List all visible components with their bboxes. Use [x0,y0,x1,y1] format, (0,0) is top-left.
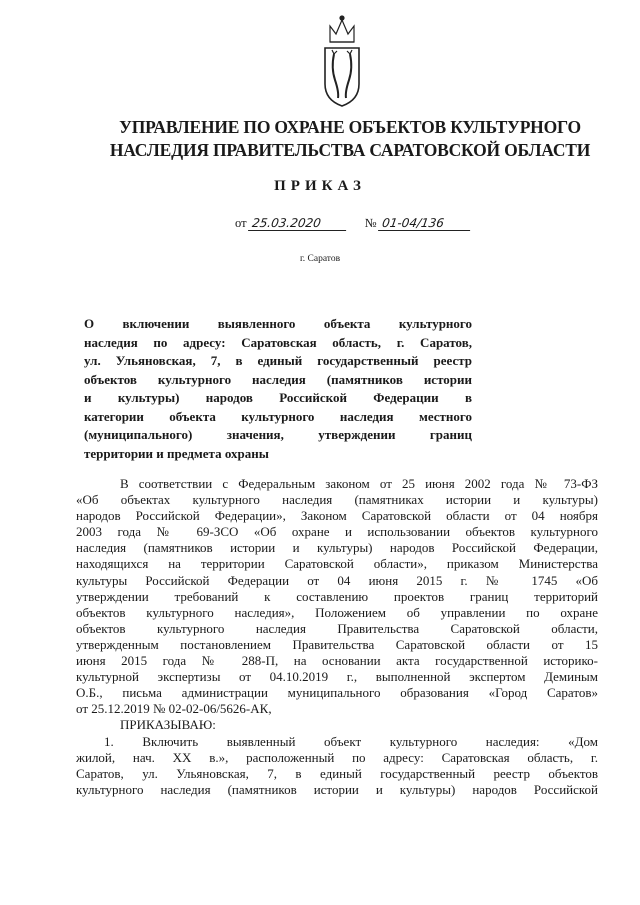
order-subject [84,315,472,463]
agency-header-line-2: НАСЛЕДИЯ ПРАВИТЕЛЬСТВА САРАТОВСКОЙ ОБЛАСТИ [109,140,591,160]
subject-line: ул. Ульяновская, 7, в единый государственный реестр [84,353,472,368]
body-line: культуры Российской Федерации от 04 июня 2015 г. № 1745 «Об [76,572,598,588]
body-line: утвержденным постановлением Правительства Саратовской области от 15 [76,636,598,652]
subject-line: и культуры) народов Российской Федерации в [84,390,472,405]
body-line: утверждении требований к составлению проектов границ территорий [76,588,598,604]
item-line: 1. Включить выявленный объект культурного наследия: «Дом [104,733,598,749]
subject-line: территории и предмета охраны [84,445,269,461]
body-line: от 25.12.2019 № 02-02-06/5626-АК, [76,701,272,717]
number-label: № [364,216,377,230]
date-label: от [235,216,247,230]
subject-line: (муниципального) значения, утверждении границ [84,427,472,442]
item-line: Саратов, ул. Ульяновская, 7, в единый государственный реестр объектов [76,765,598,781]
city-label: г. Саратов [299,254,341,264]
agency-header-line-1: УПРАВЛЕНИЕ ПО ОХРАНЕ ОБЪЕКТОВ КУЛЬТУРНОГО [119,117,581,137]
body-line: О.Б., письма администрации муниципального образования «Город Саратов» [76,685,598,701]
subject-line: категории объекта культурного наследия местного [84,408,472,424]
body-line: объектов культурного наследия», Положением об управлении по охране [76,604,598,620]
subject-line: наследия по адресу: Саратовская область, г. Саратов, [84,334,472,350]
shield-icon [325,48,359,106]
order-number: 01-04/136 [378,217,472,231]
crown-icon [330,16,354,42]
item-line: жилой, нач. XX в.», расположенный по адресу: Саратовская область, г. [76,749,598,765]
agency-header [100,116,600,162]
body-line: В соответствии с Федеральным законом от 25 июня 2002 года № 73-ФЗ [120,476,598,491]
item-line: культурного наследия (памятников истории и культуры) народов Российской [76,781,598,797]
body-line: наследия (памятников истории и культуры) народов Российской Федерации, [76,540,598,556]
order-body [76,476,598,798]
subject-line: О включении выявленного объекта культурного [84,316,472,331]
body-line: народов Российской Федерации», Законом Саратовской области от 04 ноября [76,508,598,524]
order-command: ПРИКАЗЫВАЮ: [120,717,216,733]
coat-of-arms-emblem [322,12,362,110]
body-line: «Об объектах культурного наследия (памятниках истории и культуры) [76,492,598,508]
order-date: 25.03.2020 [248,217,348,231]
body-line: июня 2015 года № 288-П, на основании акта государственной историко- [76,653,598,669]
body-line: культурной экспертизы от 04.10.2019 г., выполненной экспертом Деминым [76,669,598,685]
subject-line: объектов культурного наследия (памятников истории [84,371,472,387]
order-date-number [235,216,471,231]
body-line: объектов культурного наследия Правительства Саратовской области, [76,620,598,636]
body-line: 2003 года № 69-ЗСО «Об охране и использовании объектов культурного [76,524,598,540]
order-title: ПРИКАЗ [274,178,366,194]
body-line: находящихся на территории Саратовской области», приказом Министерства [76,556,598,572]
